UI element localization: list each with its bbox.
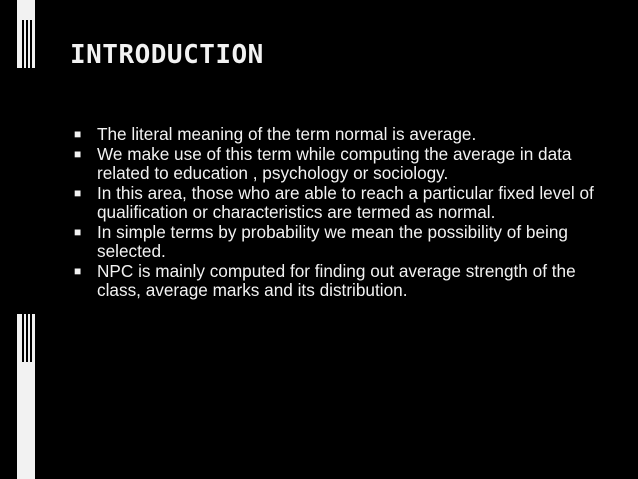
decorative-lines-bottom	[22, 314, 32, 362]
square-bullet-icon: ■	[74, 127, 82, 141]
square-bullet-icon: ■	[74, 263, 82, 278]
square-bullet-icon: ■	[74, 146, 82, 161]
bullet-text: In this area, those who are able to reach a particular fixed level of qualification or characteristics are termed as normal.	[97, 182, 594, 222]
bullet-text: The literal meaning of the term normal is average.	[97, 124, 477, 144]
bullet-item	[74, 262, 604, 301]
bullet-item	[74, 145, 604, 184]
square-bullet-icon: ■	[74, 185, 82, 200]
bullet-text: In simple terms by probability we mean the possibility of being selected.	[97, 221, 568, 261]
square-bullet-icon: ■	[74, 224, 82, 239]
bullet-text: NPC is mainly computed for finding out average strength of the class, average marks and its distribution.	[97, 260, 576, 300]
slide-title: INTRODUCTION	[70, 40, 264, 70]
bullet-item	[74, 125, 604, 145]
bullet-text: We make use of this term while computing the average in data related to education , psychology or sociology.	[97, 143, 572, 183]
bullet-item	[74, 223, 604, 262]
bullet-item	[74, 184, 604, 223]
bullet-list	[74, 125, 604, 301]
decorative-lines-top	[22, 20, 32, 68]
